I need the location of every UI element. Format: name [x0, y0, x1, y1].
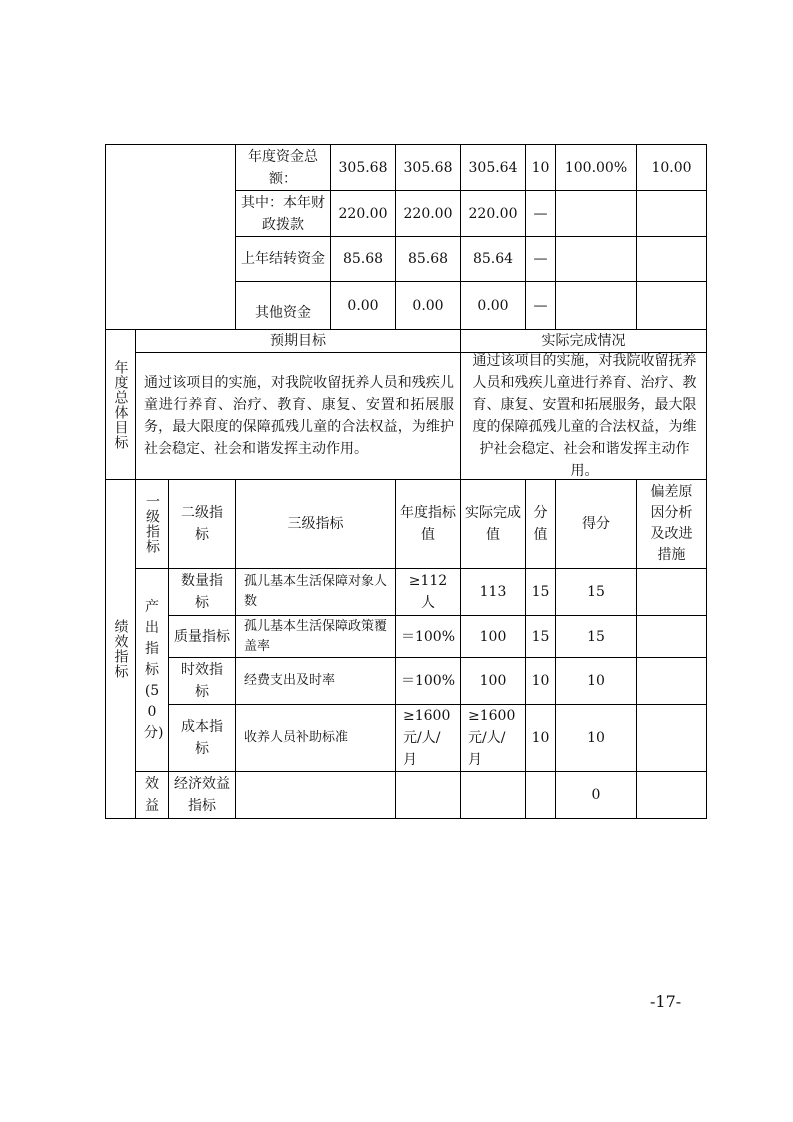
level3-indicator — [236, 772, 395, 818]
deviation-value — [637, 772, 706, 818]
fund-full-year-budget: 305.68 — [403, 159, 453, 176]
score-value: 15 — [587, 628, 605, 645]
expected-goal-header: 预期目标 — [270, 333, 326, 349]
fund-annual-budget: 0.00 — [347, 297, 379, 314]
level2-indicator: 成本指标 — [181, 719, 223, 757]
fund-execution-rate — [556, 237, 636, 281]
fund-executed: 220.00 — [468, 205, 518, 222]
level2-indicator: 质量指标 — [174, 628, 230, 645]
fund-full-year-budget: 0.00 — [412, 297, 444, 314]
deviation-value — [637, 569, 706, 615]
header-level3: 三级指标 — [287, 516, 344, 532]
weight-value: 10 — [531, 673, 550, 689]
expected-goal-text: 通过该项目的实施，对我院收留抚养人员和残疾儿童进行养育、治疗、教育、康复、安置和拓展服务，最大限度的保障孤残儿童的合法权益，为维护社会稳定、社会和谐发挥主动作用。 — [144, 375, 454, 457]
score-value: 10 — [587, 673, 605, 689]
level2-indicator: 经济效益指标 — [174, 776, 230, 814]
level2-indicator: 时效指标 — [181, 662, 223, 700]
header-score: 得分 — [582, 516, 610, 532]
fund-execution-rate — [556, 191, 636, 236]
annual-target-value — [396, 772, 460, 818]
score-value: 10 — [587, 730, 605, 746]
weight-value: 15 — [531, 628, 550, 645]
fund-annual-budget: 220.00 — [338, 205, 388, 222]
actual-value: ≥1600元/人/月 — [468, 708, 516, 768]
fund-label: 其中：本年财政拨款 — [241, 194, 325, 233]
fund-score — [637, 191, 706, 236]
annual-target-value: ≥1600元/人/月 — [403, 708, 451, 768]
fund-full-year-budget: 220.00 — [403, 205, 453, 222]
header-deviation: 偏差原因分析及改进措施 — [650, 484, 693, 563]
fund-annual-budget: 305.68 — [338, 159, 388, 176]
deviation-value — [637, 658, 706, 704]
score-value: 15 — [587, 584, 605, 600]
fund-label: 其他资金 — [255, 304, 311, 321]
fund-score — [637, 282, 706, 329]
deviation-value — [637, 616, 706, 657]
level3-indicator: 孤儿基本生活保障对象人数 — [244, 574, 388, 609]
fund-executed: 305.64 — [468, 159, 518, 176]
fund-annual-budget: 85.68 — [342, 251, 384, 267]
weight-value: 10 — [531, 730, 550, 746]
fund-weight: — — [533, 251, 548, 267]
actual-value — [461, 772, 525, 818]
fund-score: 10.00 — [651, 159, 692, 176]
level2-indicator: 数量指标 — [181, 573, 223, 611]
output-indicator-label: 产出指标(50分) — [144, 598, 164, 741]
fund-weight: — — [533, 297, 548, 314]
indicators-section-label: 绩效指标 — [112, 619, 129, 679]
actual-value: 100 — [479, 673, 507, 689]
fund-full-year-budget: 85.68 — [407, 251, 449, 267]
fund-executed: 85.64 — [472, 251, 514, 267]
annual-target-value: ＝100% — [400, 628, 456, 645]
fund-score — [637, 237, 706, 281]
level3-indicator: 孤儿基本生活保障政策覆盖率 — [244, 618, 388, 654]
level3-indicator: 经费支出及时率 — [244, 673, 336, 688]
actual-value: 100 — [479, 628, 507, 645]
header-level2: 二级指标 — [181, 505, 223, 543]
annual-target-value: ＝100% — [400, 673, 456, 689]
level3-indicator: 收养人员补助标准 — [244, 730, 349, 745]
fund-executed: 0.00 — [477, 297, 509, 314]
deviation-value — [637, 705, 706, 771]
actual-value: 113 — [479, 584, 507, 600]
fund-label: 上年结转资金 — [241, 251, 325, 267]
fund-execution-rate — [556, 282, 636, 329]
fund-weight: — — [533, 205, 548, 222]
actual-completion-header: 实际完成情况 — [541, 333, 626, 349]
page-number: -17- — [650, 992, 682, 1011]
weight-value — [526, 772, 555, 818]
fund-label: 年度资金总额： — [248, 148, 318, 187]
header-annual-target: 年度指标值 — [400, 505, 456, 543]
goals-section-label: 年度总体目标 — [112, 359, 129, 450]
score-value: 0 — [591, 787, 601, 803]
annual-target-value: ≥112人 — [408, 573, 448, 611]
fund-weight: 10 — [531, 159, 550, 176]
header-level1: 一级指标 — [144, 494, 160, 554]
fund-execution-rate: 100.00% — [564, 159, 628, 176]
header-weight: 分值 — [533, 505, 548, 543]
header-actual-value: 实际完成值 — [465, 505, 521, 543]
benefit-indicator-label: 效益 — [145, 776, 159, 814]
actual-completion-text: 通过该项目的实施，对我院收留抚养人员和残疾儿童进行养育、治疗、教育、康复、安置和拓展服务，最大限度的保障孤残儿童的合法权益，为维护社会稳定、社会和谐发挥主动作用。 — [472, 353, 697, 479]
weight-value: 15 — [531, 584, 550, 600]
